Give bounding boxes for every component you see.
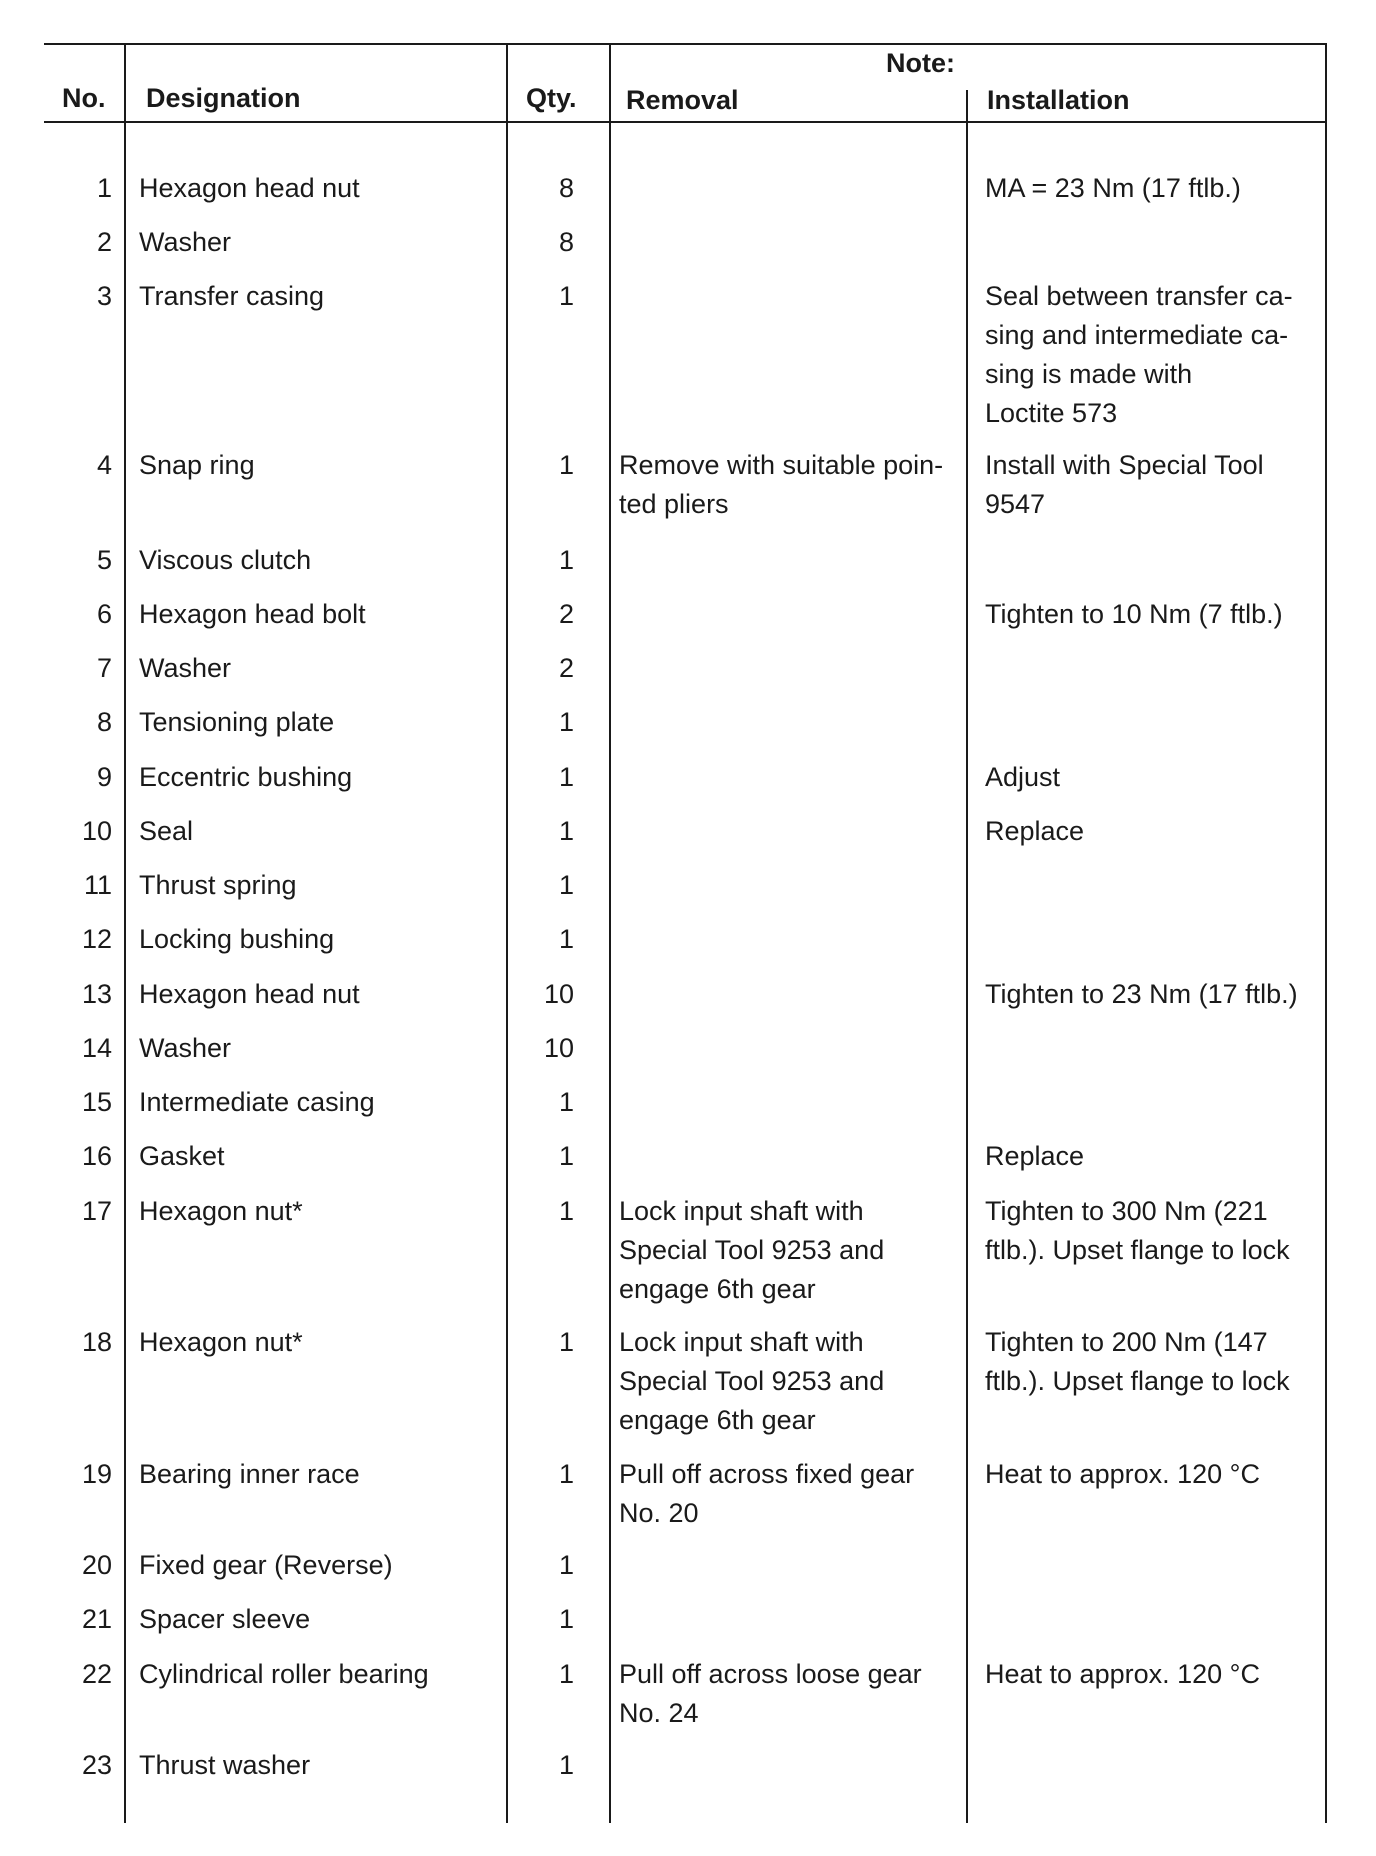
- row-designation: Bearing inner race: [139, 1459, 360, 1489]
- row-number: 11: [83, 870, 112, 900]
- installation-line: sing and intermediate ca-: [985, 320, 1289, 350]
- row-designation: Washer: [139, 653, 232, 683]
- row-qty: 1: [558, 924, 574, 954]
- row-number: 23: [81, 1750, 112, 1780]
- row-qty: 1: [558, 1327, 574, 1357]
- header-installation: Installation: [987, 85, 1130, 115]
- row-qty: 1: [558, 450, 574, 480]
- row-number: 10: [81, 816, 112, 846]
- row-number: 17: [81, 1196, 112, 1226]
- row-designation: Viscous clutch: [139, 545, 312, 575]
- header-bottom-rule: [44, 121, 1327, 123]
- row-installation-note: [985, 1192, 1290, 1270]
- row-designation: Hexagon head nut: [139, 173, 360, 203]
- row-number: 7: [96, 653, 112, 683]
- installation-line: Seal between transfer ca-: [985, 281, 1293, 311]
- row-designation: Snap ring: [139, 450, 255, 480]
- removal-line: Special Tool 9253 and: [619, 1366, 885, 1396]
- row-qty: 1: [558, 870, 574, 900]
- installation-line: Tighten to 200 Nm (147: [985, 1327, 1268, 1357]
- installation-line: Tighten to 23 Nm (17 ftlb.): [985, 979, 1298, 1009]
- row-qty: 1: [558, 1141, 574, 1171]
- row-number: 15: [81, 1087, 112, 1117]
- row-qty: 8: [558, 173, 574, 203]
- row-qty: 1: [558, 1750, 574, 1780]
- row-number: 14: [81, 1033, 112, 1063]
- installation-line: ftlb.). Upset flange to lock: [985, 1235, 1290, 1265]
- row-designation: Hexagon nut*: [139, 1196, 303, 1226]
- col-divider-qty: [609, 43, 611, 1823]
- row-number: 20: [81, 1550, 112, 1580]
- removal-line: ted pliers: [619, 489, 729, 519]
- row-qty: 8: [558, 227, 574, 257]
- row-designation: Seal: [139, 816, 194, 846]
- row-designation: Intermediate casing: [139, 1087, 375, 1117]
- row-designation: Hexagon head bolt: [139, 599, 366, 629]
- row-qty: 1: [558, 707, 574, 737]
- row-installation-note: [985, 446, 1264, 524]
- removal-line: Special Tool 9253 and: [619, 1235, 885, 1265]
- installation-line: Heat to approx. 120 °C: [985, 1459, 1260, 1489]
- row-number: 6: [96, 599, 112, 629]
- removal-line: Lock input shaft with: [619, 1327, 864, 1357]
- row-designation: Gasket: [139, 1141, 225, 1171]
- row-qty: 1: [558, 281, 574, 311]
- installation-line: Replace: [985, 1141, 1085, 1171]
- row-removal-note: [619, 1455, 914, 1533]
- row-number: 22: [81, 1659, 112, 1689]
- row-number: 2: [96, 227, 112, 257]
- header-designation: Designation: [146, 83, 301, 113]
- row-designation: Hexagon nut*: [139, 1327, 303, 1357]
- row-qty: 2: [558, 599, 574, 629]
- installation-line: Tighten to 300 Nm (221: [985, 1196, 1268, 1226]
- row-qty: 1: [558, 1087, 574, 1117]
- row-removal-note: [619, 1323, 884, 1440]
- row-designation: Locking bushing: [139, 924, 335, 954]
- header-qty: Qty.: [526, 83, 577, 113]
- row-qty: 1: [558, 1659, 574, 1689]
- row-qty: 2: [558, 653, 574, 683]
- row-installation-note: [985, 975, 1298, 1014]
- header-removal: Removal: [626, 85, 739, 115]
- row-designation: Hexagon head nut: [139, 979, 360, 1009]
- installation-line: 9547: [985, 489, 1046, 519]
- col-divider-no: [124, 43, 126, 1823]
- row-installation-note: [985, 758, 1060, 797]
- row-designation: Thrust washer: [139, 1750, 311, 1780]
- row-qty: 10: [543, 1033, 574, 1063]
- installation-line: ftlb.). Upset flange to lock: [985, 1366, 1290, 1396]
- header-no: No.: [62, 83, 106, 113]
- row-number: 19: [81, 1459, 112, 1489]
- installation-line: Replace: [985, 816, 1085, 846]
- installation-line: Adjust: [985, 762, 1061, 792]
- row-installation-note: [985, 1137, 1084, 1176]
- removal-line: Remove with suitable poin-: [619, 450, 944, 480]
- row-number: 1: [96, 173, 112, 203]
- row-installation-note: [985, 1323, 1290, 1401]
- row-qty: 1: [558, 762, 574, 792]
- row-qty: 1: [558, 1604, 574, 1634]
- row-installation-note: [985, 812, 1084, 851]
- row-designation: Tensioning plate: [139, 707, 335, 737]
- row-number: 18: [81, 1327, 112, 1357]
- installation-line: Tighten to 10 Nm (7 ftlb.): [985, 599, 1283, 629]
- removal-line: Pull off across fixed gear: [619, 1459, 915, 1489]
- row-number: 9: [96, 762, 112, 792]
- row-number: 21: [81, 1604, 112, 1634]
- row-qty: 1: [558, 1459, 574, 1489]
- col-divider-removal: [966, 90, 968, 1823]
- row-installation-note: [985, 277, 1293, 433]
- row-number: 13: [81, 979, 112, 1009]
- removal-line: engage 6th gear: [619, 1274, 816, 1304]
- row-installation-note: [985, 169, 1241, 208]
- row-designation: Thrust spring: [139, 870, 297, 900]
- installation-line: Heat to approx. 120 °C: [985, 1659, 1260, 1689]
- row-qty: 1: [558, 545, 574, 575]
- row-number: 5: [96, 545, 112, 575]
- row-designation: Eccentric bushing: [139, 762, 353, 792]
- row-designation: Transfer casing: [139, 281, 325, 311]
- row-designation: Fixed gear (Reverse): [139, 1550, 393, 1580]
- row-installation-note: [985, 595, 1283, 634]
- row-number: 8: [96, 707, 112, 737]
- header-note: Note:: [886, 48, 955, 78]
- row-removal-note: [619, 1192, 884, 1309]
- installation-line: MA = 23 Nm (17 ftlb.): [985, 173, 1241, 203]
- row-designation: Spacer sleeve: [139, 1604, 311, 1634]
- table-right-border: [1325, 43, 1327, 1823]
- row-number: 3: [96, 281, 112, 311]
- removal-line: engage 6th gear: [619, 1405, 816, 1435]
- row-designation: Cylindrical roller bearing: [139, 1659, 429, 1689]
- row-installation-note: [985, 1655, 1260, 1694]
- row-number: 16: [81, 1141, 112, 1171]
- row-qty: 1: [558, 816, 574, 846]
- row-qty: 1: [558, 1550, 574, 1580]
- installation-line: Install with Special Tool: [985, 450, 1264, 480]
- row-qty: 1: [558, 1196, 574, 1226]
- row-number: 4: [96, 450, 112, 480]
- removal-line: No. 20: [619, 1498, 699, 1528]
- row-removal-note: [619, 446, 943, 524]
- installation-line: Loctite 573: [985, 398, 1118, 428]
- row-installation-note: [985, 1455, 1260, 1494]
- removal-line: Pull off across loose gear: [619, 1659, 922, 1689]
- row-removal-note: [619, 1655, 922, 1733]
- row-designation: Washer: [139, 1033, 232, 1063]
- removal-line: No. 24: [619, 1698, 699, 1728]
- table-top-rule: [44, 43, 1327, 45]
- installation-line: sing is made with: [985, 359, 1193, 389]
- row-number: 12: [81, 924, 112, 954]
- row-designation: Washer: [139, 227, 232, 257]
- row-qty: 10: [543, 979, 574, 1009]
- removal-line: Lock input shaft with: [619, 1196, 864, 1226]
